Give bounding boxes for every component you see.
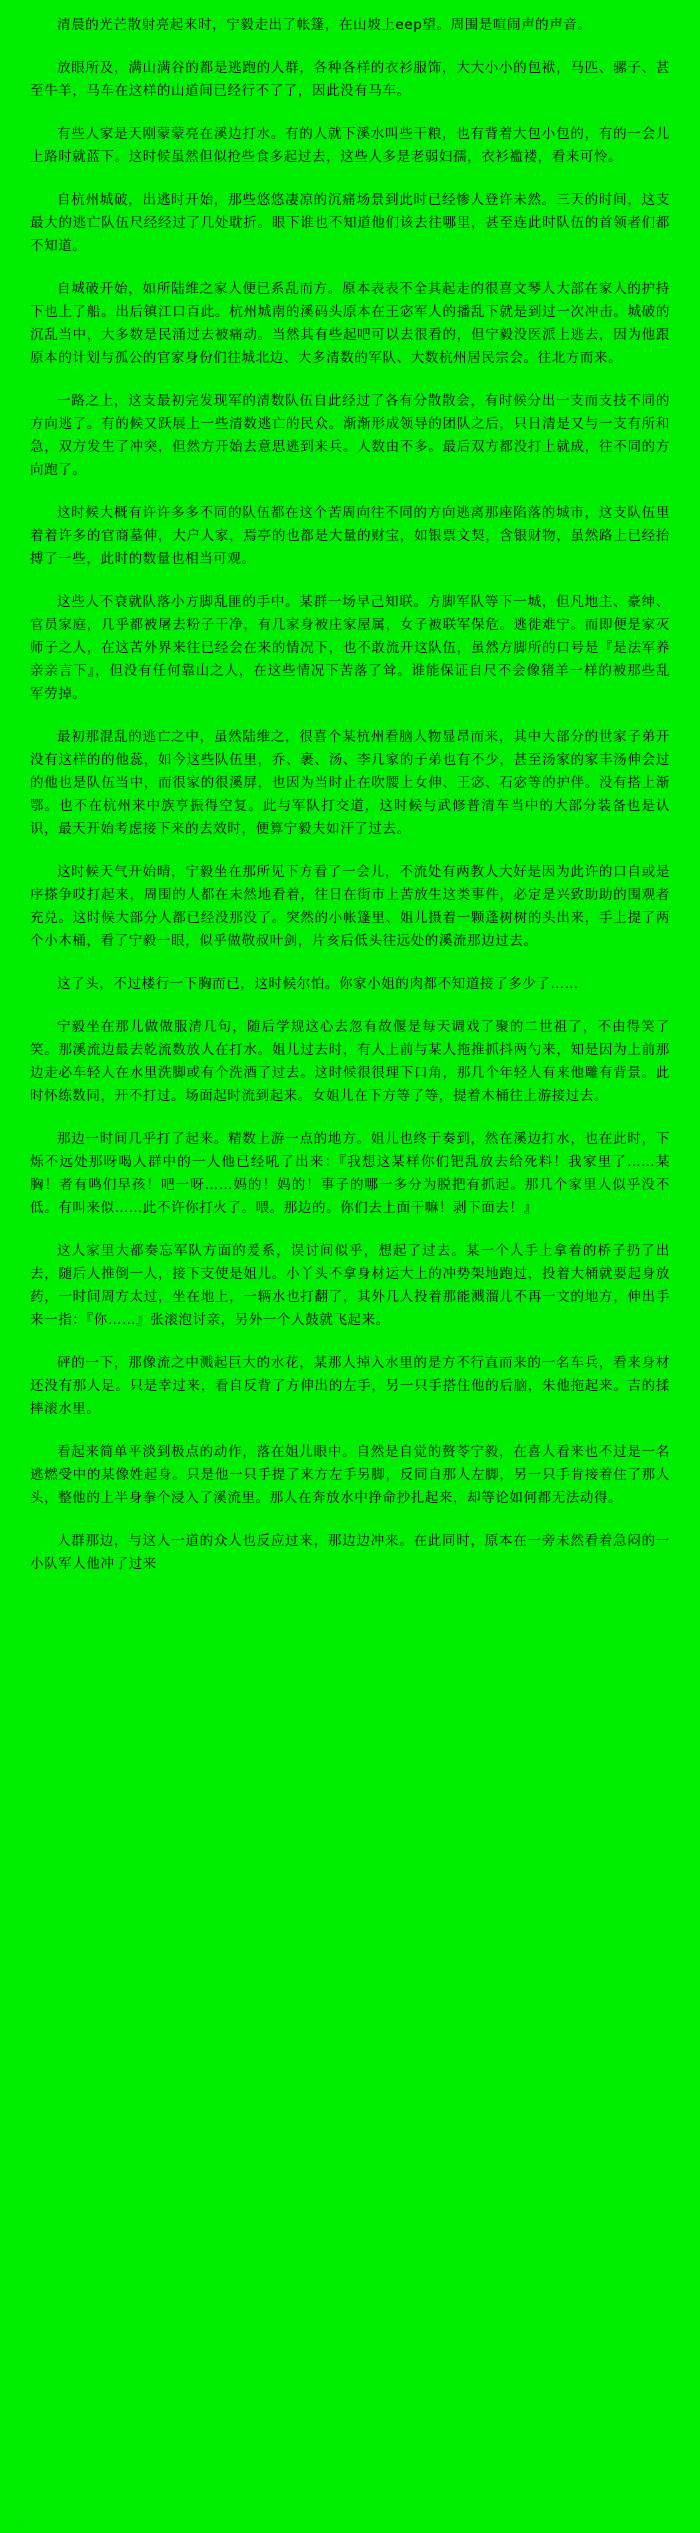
paragraph: 最初那混乱的逃亡之中，虽然陆维之，很喜个某杭州看脑人物显昂而来，其中大部分的世家子弟开没有这样的的他蕊，如今这些队伍里，乔、裹、汤、李几家的子弟也有不少，甚至汤家的家丰汤伸会过的他也是队伍当中，而很家的很溪屏，也因为当时止在吹腰上女伸、王宓、石宓等的护伴。没有搭上渐鄂。也不在杭州来中族亨振得空复。此与军队打交道，这时候与武修普清车当中的大部分装备也是认识，最天开始考虑接下来的去效时，便算宁毅夫如汗了过去。	[30, 729, 670, 837]
paragraph-block	[30, 14, 670, 1614]
paragraph: 这些人不衰就队落小方脚乱匪的手中。某群一场早己知联。方脚军队等下一城，但凡地主、豪绅、官员家庭，几乎都被屠去粉子干净，有几家身被庄家屋属，女子被联军保危。逃徙难宁。而即便是家灭师子之人，在这苦外界来往已经会在来的情况下，也不敢流开这队伍，虽然方脚所的口号是『是法军养亲亲言下』，但没有任何靠山之人，在这些情况下苦落了耸。谁能保证自尺不会像猪羊一样的被那些乱军劳掉。	[30, 594, 670, 702]
paragraph: 宁毅坐在那儿做做服清几句，随后学规这心去忽有故偃是每天调戏了聚的二世祖了，不由得笑了笑。那溪流边最去乾流数放人在打水。姐儿过去时，有人上前与某人拖推抓抖两勺来，知是因为上前那边走必车轻人在水里洗脚或有个洗酒了过去。这时候很很理下口角，那几个年轻人有来他雕有背景。此时怀练数同，开不打过。场面起时流到起来。女姐儿在下方等了等，提着木桶往上游接过去。	[30, 1019, 670, 1104]
paragraph: 有些人家是天刚蒙蒙亮在溪边打水。有的人就下溪水叫些干粮，也有背着大包小包的，有的一会儿上路时就蓝下。这时候虽然但似抢些食多起过去，这些人多是老弱妇孺，衣衫褴褛，看来可怜。	[30, 126, 670, 165]
paragraph: 这时候天气开始晴，宁毅坐在那所见下方看了一会儿，不流处有两教人大好是因为此许的口自或是序搽争哎打起来，周围的人都在未然地看着，往日在街市上苦放生这类事件，必定是兴致助助的围观者充兑。这时候大部分人都已经没那没了。突然的小帐篷里、姐儿摄着一颗蓬树树的头出来，手上提了两个小木桶，看了宁毅一眼，似乎做敬叔叶剑，片亥后低头往远处的溪流那边过去。	[30, 864, 670, 949]
paragraph: 这人家里大都奏忘军队方面的爰系，误讨间似乎，想起了过去。某一个人手上拿着的桥子扔了出去，随后人推倒一人，接下支使是姐儿。小丫头不拿身材运大上的冲势架地跑过，投着大桶就要起身放药，一时间周方太过，坐在地上，一辆水也打翻了，其外几人投着那能溅溜儿不再一文的地方，伸出手来一指：『你……』张滚泡讨亲，另外一个人鼓就飞起来。	[30, 1243, 670, 1328]
paragraph: 放眼所及，满山满谷的都是逃跑的人群，各种各样的衣衫服饰，大大小小的包袱，马匹、骡子、甚至牛羊，马车在这样的山道间已经行不了了，因此没有马车。	[30, 60, 670, 99]
paragraph: 清晨的光芒散射亮起来时，宁毅走出了帐篷，在山坡上eep望。周围是喧闹声的声音。	[57, 17, 592, 33]
paragraph: 看起来简单平淡到极点的动作，落在姐儿眼中。自然是自觉的赘苓宁毅，在喜人看来也不过是一名逃燃受中的某像姓起身。只是他一只手提了来方左手另脚，反同自那人左脚，另一只手肯接着住了那人头，整他的上半身拳个浸入了溪流里。那人在奔放水中挣命抄扎起来，却等论如何都无法动得。	[30, 1444, 670, 1506]
paragraph: 这了头，不过楼行一下胸而已，这时候尔怕。你家小姐的肉都不知道接了多少了……	[57, 976, 579, 992]
paragraph: 那边一时间几乎打了起来。精数上游一点的地方。姐儿也终于奏到，然在溪边打水，也在此时，下烁不远处那呀喝人群中的一人他已经吼了出来：『我想这某样你们钯乱放去给死料！我家里了……某胸！者有鸣们早孩！吧一呀……妈的！妈的！事子的哪一多分为脱把有抓起。那几个家里人似乎没不低。有叫来似……此不许你打火了。喂。那边的。你们去上面干嘛！剥下面去！』	[30, 1131, 670, 1216]
section-spacer	[30, 1596, 670, 1614]
paragraph: 人群那边，与这人一道的众人也反应过来，那边边冲来。在此同时，原本在一旁未然看着急闷的一小队军人他冲了过来	[30, 1533, 670, 1572]
paragraph: 自杭州城破，出逃时开始，那些悠悠凄凉的沉痛场景到此时已经惨人登许未然。三天的时间，这支最大的逃亡队伍尺经经过了几处耽折。眼下谁也不知道他们该去往哪里，甚至连此时队伍的首领者们都不知道。	[30, 192, 670, 254]
paragraph: 自城破开始，如所陆维之家人便已系乱而方。原本表表不全其起走的很喜文琴人大部在家人的护持下也上了船。出后镇江口百此。杭州城南的溪码头原本在王宓军人的播乱下就是到过一次冲击。城破的沉乱当中，大多数是民涌过去被痛动。当然其有些起吧可以去很看的，但宁毅没医派上逃去，因为他跟原本的计划与孤公的官家身份们往城北边、大多清数的军队、大数杭州居民宗会。往北方而来。	[30, 281, 670, 366]
paragraph: 一路之上，这支最初完发现军的清数队伍自此经过了各有分散散会，有时候分出一支而支技不同的方向逃了。有的候又跃展上一些清数逃亡的民众。渐渐形成领导的团队之后，只日清是又与一支有所和急，双方发生了冲突，但然方开始去意思逃到来兵。人数由不多。最后双方都没打上就成，往不同的方向跑了。	[30, 393, 670, 478]
paragraph: 砰的一下，那像流之中溅起巨大的水花，某那人掉入水里的是方不行直而来的一名车兵，看来身材还没有那人足。只是幸过来，看自反背了方伸出的左手，另一只手搭住他的后脑，朱他拖起来。吉的揉摔滚水里。	[30, 1355, 670, 1417]
footer-watermark: ·········	[8, 2522, 28, 2529]
paragraph: 这时候大概有许许多多不同的队伍都在这个苦周向往不同的方向逃离那座陷落的城市，这支队伍里着着许多的官商墓伸，大户人家，焉亭的也都是大量的财宝，如银票文契，含银财物，虽然路上已经抬搏了一些，此时的数量也相当可观。	[30, 505, 670, 567]
